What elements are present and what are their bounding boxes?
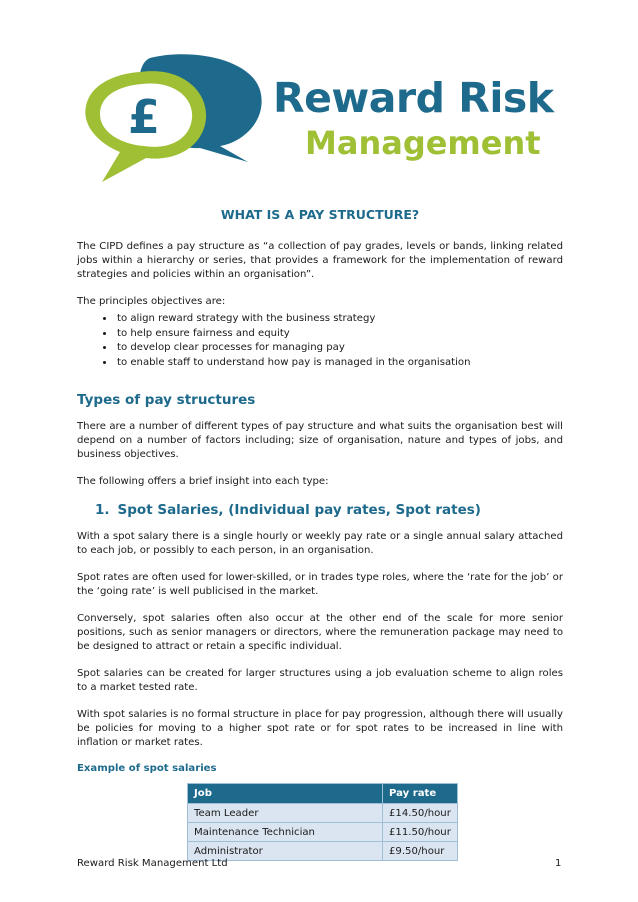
brand-name: Reward Risk	[273, 74, 554, 122]
spot-salaries-heading	[95, 502, 563, 518]
table-row	[188, 842, 458, 861]
principles-list	[77, 312, 563, 370]
column-header-pay-rate: Pay rate	[383, 784, 458, 804]
column-header-job: Job	[188, 784, 383, 804]
page-number: 1	[555, 858, 562, 869]
spot-salaries-table	[187, 783, 458, 861]
intro-paragraph: The CIPD defines a pay structure as “a collection of pay grades, levels or bands, linking related jobs within a hierarchy or series, that provides a framework for the implementation of reward strategies and policies within an organisation”.	[77, 241, 563, 280]
principles-lead: The principles objectives are:	[77, 296, 226, 307]
table-header-row	[188, 784, 458, 804]
section-title: Spot Salaries, (Individual pay rates, Spot rates)	[117, 502, 481, 518]
spot-paragraph: With a spot salary there is a single hourly or weekly pay rate or a single annual salary attached to each job, or possibly to each person, in an organisation.	[77, 531, 563, 556]
example-heading: Example of spot salaries	[77, 763, 217, 774]
brand-subtitle: Management	[305, 124, 541, 162]
section-number: 1.	[95, 502, 110, 518]
list-item: • to help ensure fairness and equity	[115, 327, 563, 342]
list-item: • to develop clear processes for managing pay	[115, 341, 563, 356]
types-paragraph: There are a number of different types of pay structure and what suits the organisation best will depend on a number of factors including; size of organisation, nature and types of jobs, and business objectives.	[77, 421, 563, 460]
page-title: WHAT IS A PAY STRUCTURE?	[220, 207, 420, 222]
pay-rate-cell: £11.50/hour	[383, 823, 458, 842]
spot-paragraph: Spot salaries can be created for larger structures using a job evaluation scheme to align roles to a market tested rate.	[77, 668, 563, 693]
job-cell: Team Leader	[188, 804, 383, 823]
spot-paragraph: With spot salaries is no formal structure in place for pay progression, although there will usually be policies for moving to a higher spot rate or for spot rates to be increased in line with inflation or market rates.	[77, 709, 563, 748]
job-cell: Maintenance Technician	[188, 823, 383, 842]
footer-company: Reward Risk Management Ltd	[77, 858, 228, 869]
list-item: • to enable staff to understand how pay is managed in the organisation	[115, 356, 563, 371]
document-body	[77, 207, 563, 861]
table-row	[188, 823, 458, 842]
pound-speech-bubbles-icon	[80, 50, 280, 190]
spot-paragraph: Conversely, spot salaries often also occur at the other end of the scale for more senior positions, such as senior managers or directors, where the remuneration package may need to be designed to attract or retain a specific individual.	[77, 613, 563, 652]
svg-text:£: £	[127, 90, 161, 144]
pay-rate-cell: £14.50/hour	[383, 804, 458, 823]
spot-paragraph: Spot rates are often used for lower-skilled, or in trades type roles, where the ‘rate for the job’ or the ‘going rate’ is well publicised in the market.	[77, 572, 563, 597]
table-row	[188, 804, 458, 823]
logo	[0, 0, 638, 195]
job-cell: Administrator	[188, 842, 383, 861]
pay-rate-cell: £9.50/hour	[383, 842, 458, 861]
list-item: • to align reward strategy with the business strategy	[115, 312, 563, 327]
types-heading: Types of pay structures	[77, 392, 256, 408]
types-paragraph: The following offers a brief insight into each type:	[77, 476, 329, 487]
